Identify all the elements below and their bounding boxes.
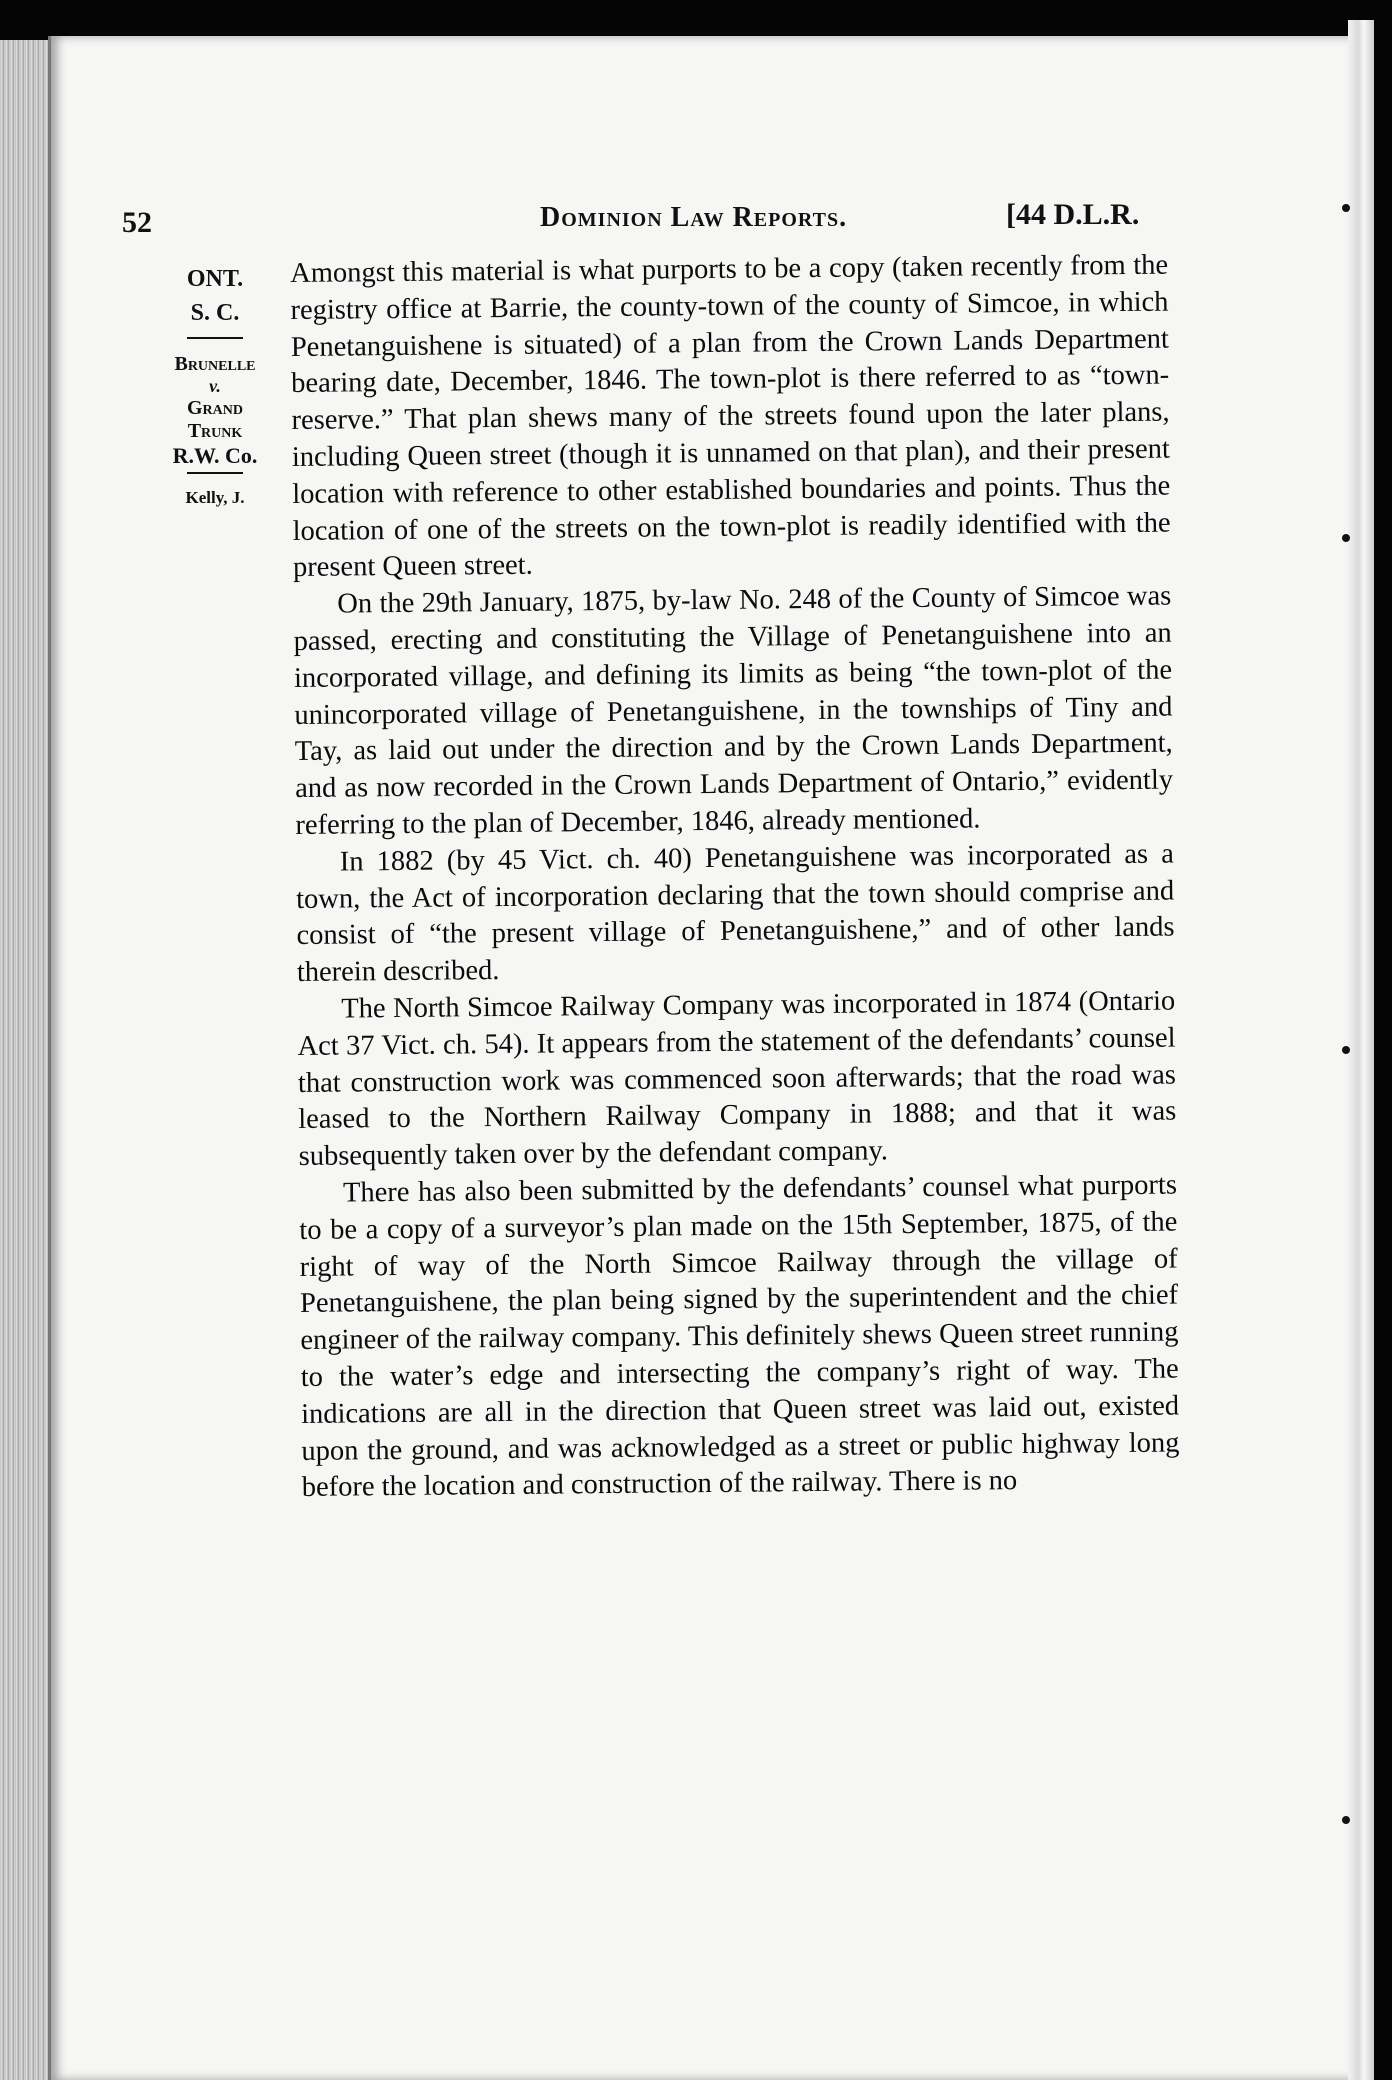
scan-speck — [1342, 1816, 1350, 1824]
case-defendant-line-3: R.W. Co. — [172, 442, 258, 468]
paragraph: The North Simcoe Railway Company was incorporated in 1874 (Ontario Act 37 Vict. ch. 54). It appears from the statement of the defendants’ counsel that construction work was commenced soon afterwards; that the road was leased to the Northern Railway Company in 1888; and that it was subsequently taken over by the defendant company. — [297, 985, 1177, 1173]
margin-divider — [187, 337, 243, 339]
running-head — [108, 198, 1158, 246]
paragraph: There has also been submitted by the defendants’ counsel what purports to be a copy of a surveyor’s plan made on the 15th September, 1875, of the right of way of the North Simcoe Railway through the village of Penetanguishene, the plan being signed by the superintendent and the chief engineer of the railway company. This definitely shews Queen street running to the water’s edge and intersecting the company’s right of way. The indications are all in the direction that Queen street was laid out, existed upon the ground, and was acknowledged as a street or public highway long before the location and construction of the railway. There is no — [299, 1169, 1180, 1504]
paragraph: In 1882 (by 45 Vict. ch. 40) Penetanguishene was incorporated as a town, the Act of incorporation declaring that the town should comprise and consist of “the present village of Penetanguishene,” and of other lands therein described. — [296, 838, 1175, 989]
judge-note: Kelly, J. — [185, 488, 245, 508]
case-defendant-line-2: Trunk — [187, 419, 243, 442]
margin-divider — [187, 472, 243, 474]
volume-reference: [44 D.L.R. — [1006, 198, 1140, 231]
scan-speck — [1342, 1046, 1350, 1054]
paragraph: On the 29th January, 1875, by-law No. 248 of the County of Simcoe was passed, erecting and constituting the Village of Penetanguishene into an incorporated village, and defining its limits as being “the town-plot of the unincorporated village of Penetanguishene, in the townships of Tiny and Tay, as laid out under the direction and by the Crown Lands Department, and as now recorded in the Crown Lands Department of Ontario,” evidently referring to the plan of December, 1846, already mentioned. — [293, 580, 1174, 841]
jurisdiction-note: ONT. — [186, 266, 244, 292]
paragraph: Amongst this material is what purports to be a copy (taken recently from the registry office at Barrie, the county-town of the county of Simcoe, in which Penetanguishene is situated) of a plan from the Crown Lands Department bearing date, December, 1846. The town-plot is there referred to as “town-reserve.” That plan shews many of the streets found upon the later plans, including Queen street (though it is unnamed on that plan), and their present location with reference to other established boundaries and points. Thus the location of one of the streets on the town-plot is readily identified with the present Queen street. — [290, 249, 1171, 584]
book-gutter-right — [1348, 20, 1374, 2080]
case-defendant-line-1: Grand — [187, 396, 243, 419]
body-text — [290, 248, 1180, 1507]
scan-speck — [1342, 204, 1350, 212]
page-number: 52 — [122, 206, 152, 239]
journal-title: Dominion Law Reports. — [540, 202, 848, 233]
case-plaintiff: Brunelle — [174, 353, 256, 376]
court-note: S. C. — [190, 299, 240, 326]
case-versus: v. — [209, 376, 221, 397]
scan-speck — [1342, 534, 1350, 542]
margin-notes — [140, 266, 290, 508]
